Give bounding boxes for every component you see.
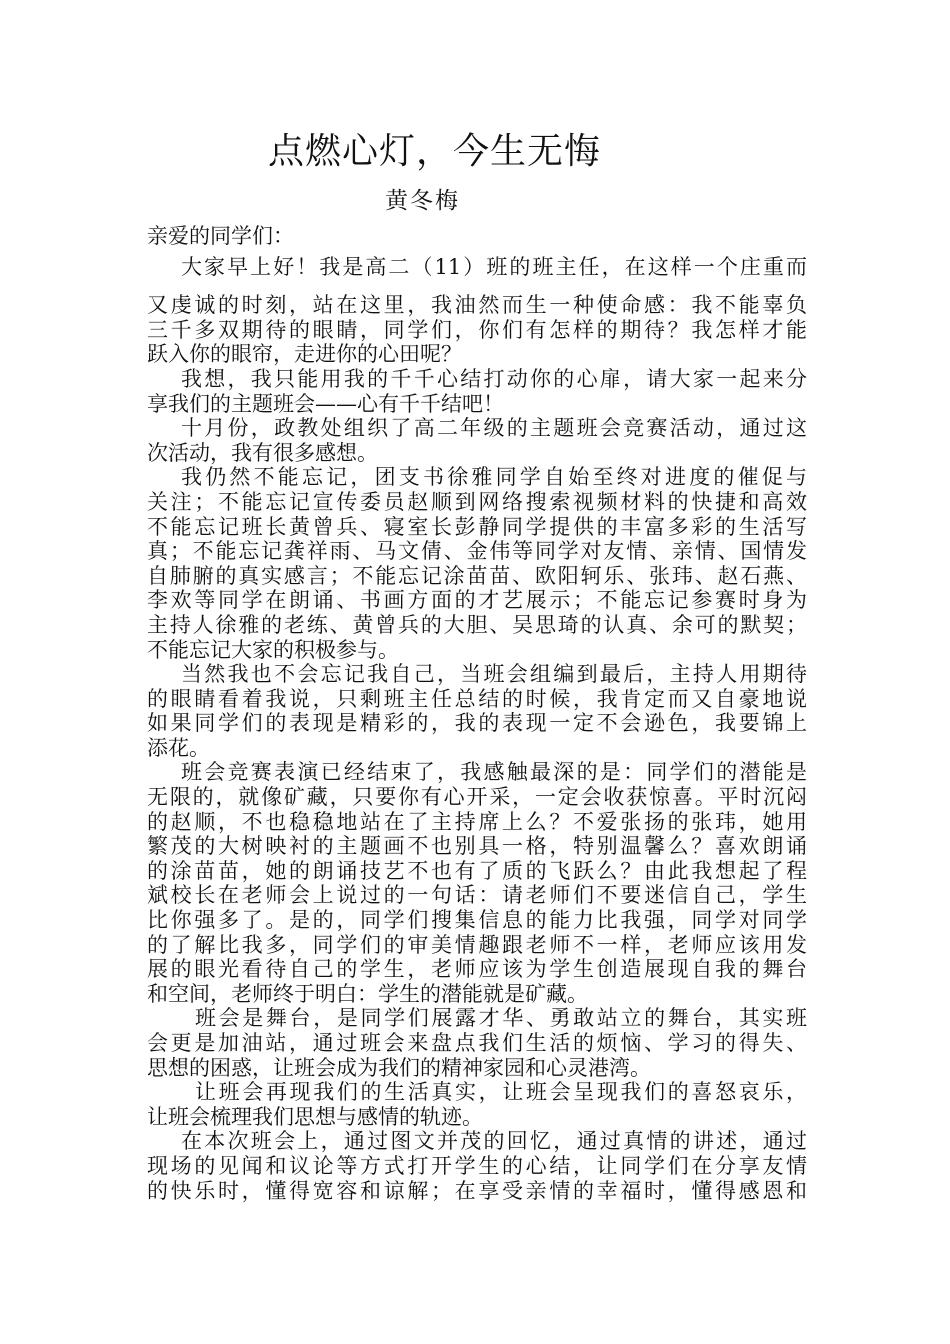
text-line: 会更是加油站，通过班会来盘点我们生活的烦恼、学习的得失、: [147, 1031, 807, 1055]
text-line: 的涂苗苗，她的朗诵技艺不也有了质的飞跃么？由此我想起了程: [147, 858, 807, 883]
text-line: 比你强多了。是的，同学们搜集信息的能力比我强，同学对同学: [147, 908, 807, 933]
salutation: 亲爱的同学们：: [147, 224, 294, 248]
document-body: [147, 224, 807, 1203]
text-line: 的了解比我多，同学们的审美情趣跟老师不一样，老师应该用发: [147, 932, 807, 957]
author-name: 黄冬梅: [385, 188, 460, 214]
paragraph-p1: [147, 255, 807, 367]
paragraph-p5: [147, 662, 807, 760]
text-line: 斌校长在老师会上说过的一句话：请老师们不要迷信自己，学生: [147, 883, 807, 908]
text-line: 繁茂的大树映衬的主题画不也别具一格，特别温馨么？喜欢朗诵: [147, 834, 807, 859]
text-line: 我想，我只能用我的千千心结打动你的心扉，请大家一起来分: [181, 366, 807, 391]
text-line: 班会竞赛表演已经结束了，我感触最深的是：同学们的潜能是: [181, 760, 807, 785]
text-line: 次活动，我有很多感想。: [147, 440, 378, 465]
text-line: 关注；不能忘记宣传委员赵顺到网络搜索视频材料的快捷和高效: [147, 489, 807, 514]
text-line: 让班会梳理我们思想与感情的轨迹。: [147, 1104, 483, 1129]
text-line: 享我们的主题班会——心有千千结吧！: [147, 391, 504, 416]
document-title: 点燃心灯，今生无悔: [268, 131, 602, 172]
text-line: 如果同学们的表现是精彩的，我的表现一定不会逊色，我要锦上: [147, 711, 807, 736]
text-line: 和空间，老师终于明白：学生的潜能就是矿藏。: [147, 981, 588, 1006]
text-line: 的眼睛看着我说，只剩班主任总结的时候，我肯定而又自豪地说: [147, 686, 807, 711]
text-line: 的赵顺，不也稳稳地站在了主持席上么？不爱张扬的张玮，她用: [147, 809, 807, 834]
paragraph-p2: [147, 367, 807, 416]
text-line: 无限的，就像矿藏，只要你有心开采，一定会收获惊喜。平时沉闷: [147, 785, 807, 810]
text-line: 让班会再现我们的生活真实，让班会呈现我们的喜怒哀乐，: [195, 1080, 807, 1105]
text-line: 在本次班会上，通过图文并茂的回忆，通过真情的讲述，通过: [181, 1129, 807, 1154]
text-line: 现场的见闻和议论等方式打开学生的心结，让同学们在分享友情: [147, 1153, 807, 1178]
text-line: 展的眼光看待自己的学生，老师应该为学生创造展现自我的舞台: [147, 957, 807, 982]
text-line: 添花。: [147, 735, 210, 760]
paragraph-p8: [147, 1080, 807, 1129]
text-line: 不能忘记大家的积极参与。: [147, 637, 399, 662]
paragraph-p3: [147, 416, 807, 465]
text-line: 又虔诚的时刻，站在这里，我油然而生一种使命感：我不能辜负: [147, 293, 807, 318]
text-line: 思想的困惑，让班会成为我们的精神家园和心灵港湾。: [147, 1055, 651, 1080]
text-line: 三千多双期待的眼睛，同学们，你们有怎样的期待？我怎样才能: [147, 317, 807, 342]
text-line: 当然我也不会忘记我自己，当班会组编到最后，主持人用期待: [181, 662, 807, 687]
paragraph-list: [147, 255, 807, 1204]
text-line: 的快乐时，懂得宽容和谅解；在享受亲情的幸福时，懂得感恩和: [147, 1178, 807, 1203]
paragraph-p7: [147, 1006, 807, 1080]
paragraph-p6: [147, 760, 807, 1006]
text-line: 真；不能忘记龚祥雨、马文倩、金伟等同学对友情、亲情、国情发: [147, 539, 807, 564]
text-line: 班会是舞台，是同学们展露才华、勇敢站立的舞台，其实班: [195, 1006, 807, 1031]
text-line: 自肺腑的真实感言；不能忘记涂苗苗、欧阳轲乐、张玮、赵石燕、: [147, 563, 807, 588]
text-line: 跃入你的眼帘，走进你的心田呢？: [147, 342, 462, 367]
text-line: 主持人徐雅的老练、黄曾兵的大胆、吴思琦的认真、余可的默契；: [147, 612, 807, 637]
text-line: 大家早上好！我是高二（11）班的班主任，在这样一个庄重而: [181, 254, 807, 279]
text-line: 李欢等同学在朗诵、书画方面的才艺展示；不能忘记参赛时身为: [147, 588, 807, 613]
text-line: 十月份，政教处组织了高二年级的主题班会竞赛活动，通过这: [181, 416, 807, 441]
paragraph-p4: [147, 465, 807, 662]
paragraph-p9: [147, 1129, 807, 1203]
text-line: 我仍然不能忘记，团支书徐雅同学自始至终对进度的催促与: [181, 465, 807, 490]
text-line: 不能忘记班长黄曾兵、寝室长彭静同学提供的丰富多彩的生活写: [147, 514, 807, 539]
